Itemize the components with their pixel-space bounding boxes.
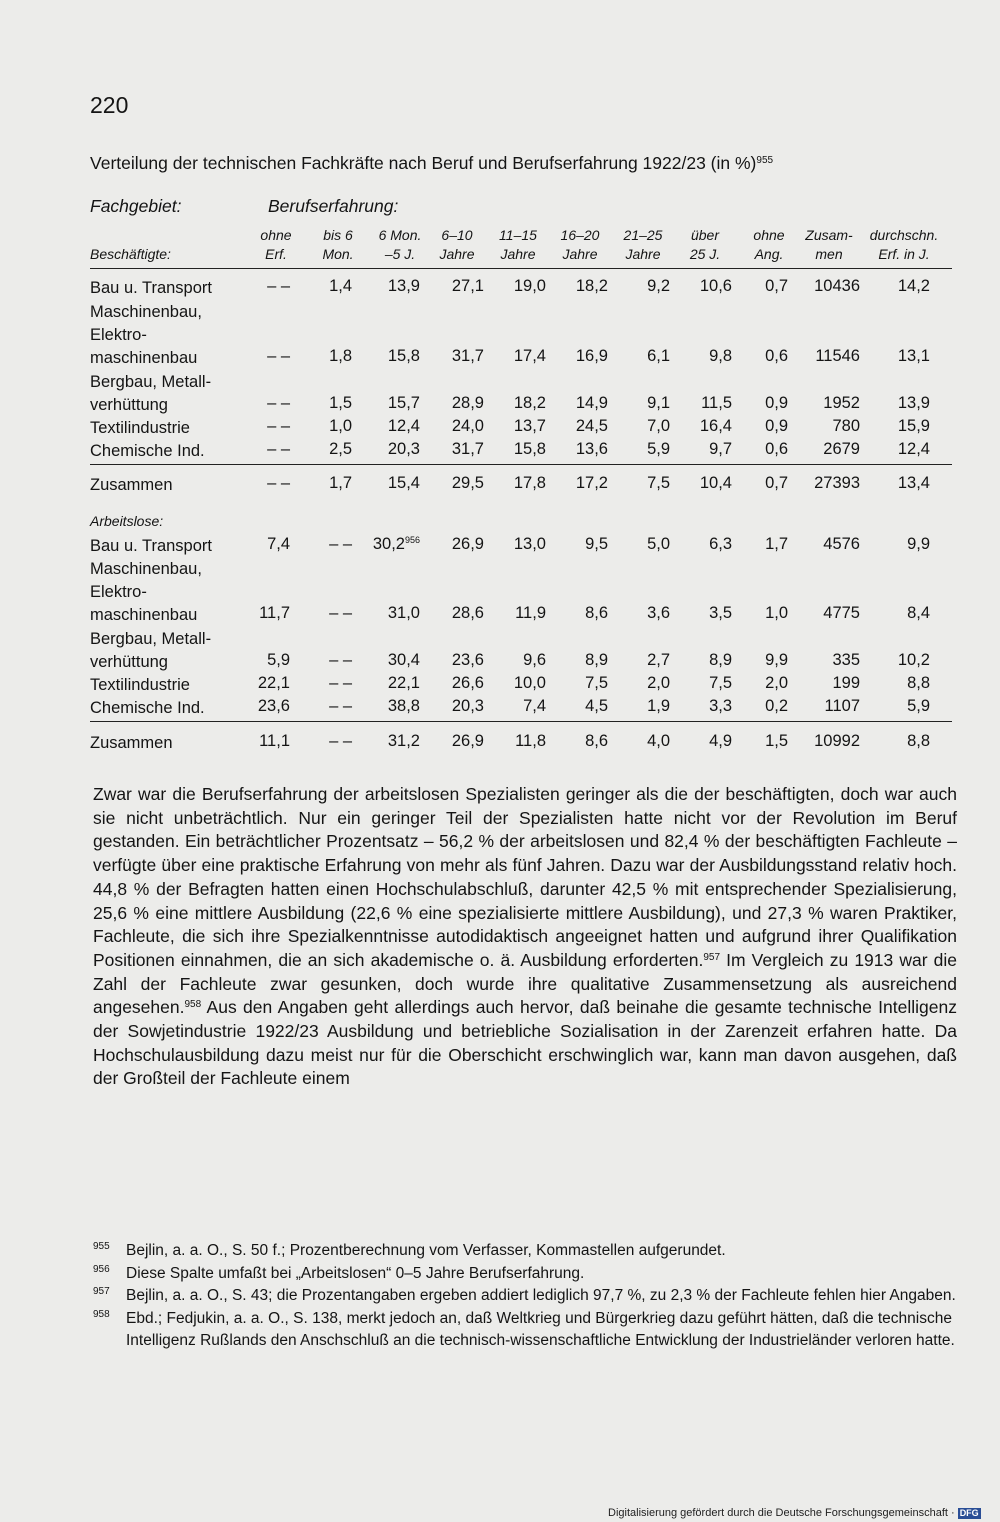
cell-11-15-jahre: 18,2 [513,394,546,412]
section-label-employed: Beschäftigte: [90,246,171,262]
cell-bis-6-mon: 1,4 [329,277,352,295]
cell-zusammen: 27393 [814,474,860,492]
cell-6mon-5j: 20,3 [387,440,420,458]
row-label: Chemische Ind. [90,442,205,460]
cell-6-10-jahre: 31,7 [451,347,484,365]
footnote-text: Bejlin, a. a. O., S. 43; die Prozentangaben ergeben addiert lediglich 97,7 %, zu 2,3 % der Fachleute fehlen hier Angaben. [126,1287,956,1304]
section-label-unemployed: Arbeitslose: [90,513,164,529]
cell-6mon-5j: 22,1 [387,674,420,692]
cell-16-20-jahre: 18,2 [575,277,608,295]
cell-6mon-5j: 30,4 [387,651,420,669]
cell-11-15-jahre: 7,4 [523,697,546,715]
cell-ohne-ang: 0,9 [765,394,788,412]
cell-zusammen: 780 [832,417,860,435]
cell-16-20-jahre: 7,5 [585,674,608,692]
cell-6-10-jahre: 26,6 [451,674,484,692]
cell-ohne-erf: 7,4 [267,535,290,553]
row-label: Textilindustrie [90,676,190,694]
footnote [93,1308,961,1353]
table-row [90,560,952,626]
row-label: Bau u. Transport [90,537,212,555]
cell-6mon-5j: 13,9 [387,277,420,295]
footnote-text: Diese Spalte umfaßt bei „Arbeitslosen“ 0–5 Jahre Berufserfahrung. [126,1264,585,1282]
cell-ohne-erf: 5,9 [267,651,290,669]
cell-durchschn-erf: 8,8 [907,732,930,750]
cell-durchschn-erf: 13,1 [897,347,930,365]
cell-durchschn-erf: 8,4 [907,604,930,622]
cell-16-20-jahre: 8,9 [585,651,608,669]
table-row [90,535,952,557]
table-title-text: Verteilung der technischen Fachkräfte nach Beruf und Berufserfahrung 1922/23 (in %) [90,153,757,173]
cell-6mon-5j: 12,4 [387,417,420,435]
cell-6mon-5j: 30,2$^{956}$ [372,535,420,553]
cell-21-25-jahre: 6,1 [647,347,670,365]
cell-ohne-erf: – – [267,347,290,365]
total-rule [90,721,952,722]
total-rule [90,464,952,465]
footnote [93,1263,961,1286]
table-row [90,440,952,462]
cell-ohne-ang: 0,6 [765,347,788,365]
cell-ueber-25j: 10,4 [699,474,732,492]
cell-11-15-jahre: 17,4 [513,347,546,365]
col-header-zusammen: men [815,246,843,262]
col-header-ueber-25j: 25 J. [689,246,721,262]
cell-16-20-jahre: 13,6 [575,440,608,458]
table-row [90,373,952,416]
cell-ohne-ang: 1,7 [765,535,788,553]
cell-bis-6-mon: – – [329,732,352,750]
table-row [90,697,952,719]
cell-16-20-jahre: 14,9 [575,394,608,412]
col-header-6-10-jahre: 6–10 [441,227,473,243]
cell-21-25-jahre: 9,2 [647,277,670,295]
cell-ueber-25j: 4,9 [709,732,732,750]
cell-bis-6-mon: – – [329,535,352,553]
cell-11-15-jahre: 15,8 [513,440,546,458]
cell-6-10-jahre: 26,9 [451,732,484,750]
cell-6-10-jahre: 28,6 [451,604,484,622]
column-header-row-bottom [90,246,952,266]
cell-21-25-jahre: 7,0 [647,417,670,435]
cell-durchschn-erf: 5,9 [907,697,930,715]
col-header-zusammen: Zusam- [805,227,853,243]
cell-ohne-ang: 0,9 [765,417,788,435]
col-header-durchschn-erf: durchschn. [869,227,939,243]
cell-ohne-ang: 0,7 [765,474,788,492]
cell-bis-6-mon: 1,7 [329,474,352,492]
cell-6-10-jahre: 28,9 [451,394,484,412]
berufserfahrung-heading: Berufserfahrung: [268,196,399,216]
cell-zusammen: 10436 [814,277,860,295]
row-label: Maschinenbau, Elektro- maschinenbau [90,560,202,624]
row-label: Zusammen [90,734,173,752]
table-row-total [90,474,952,496]
cell-11-15-jahre: 10,0 [513,674,546,692]
cell-zusammen: 2679 [823,440,860,458]
row-label: Bergbau, Metall- verhüttung [90,373,212,414]
cell-21-25-jahre: 9,1 [647,394,670,412]
cell-6mon-5j: 31,0 [387,604,420,622]
cell-ohne-ang: 2,0 [765,674,788,692]
cell-6-10-jahre: 20,3 [451,697,484,715]
col-header-ohne-ang: Ang. [754,246,784,262]
cell-durchschn-erf: 12,4 [897,440,930,458]
cell-ohne-erf: 11,7 [259,604,290,622]
body-text [93,783,957,1091]
cell-zusammen: 199 [832,674,860,692]
footnote-text: Bejlin, a. a. O., S. 50 f.; Prozentberechnung vom Verfasser, Kommastellen aufgerundet. [126,1242,726,1259]
cell-ohne-erf: – – [267,440,290,458]
cell-ohne-erf: – – [267,474,290,492]
col-header-6mon-5j: –5 J. [384,246,416,262]
cell-16-20-jahre: 16,9 [575,347,608,365]
cell-11-15-jahre: 9,6 [523,651,546,669]
table-title [90,153,773,174]
cell-21-25-jahre: 5,0 [647,535,670,553]
cell-zusammen: 1107 [824,697,860,715]
col-header-16-20-jahre: Jahre [562,246,598,262]
cell-bis-6-mon: 2,5 [329,440,352,458]
cell-ueber-25j: 11,5 [701,394,732,412]
col-header-21-25-jahre: 21–25 [623,227,663,243]
footnote-ref[interactable]: 958 [184,999,202,1011]
cell-16-20-jahre: 17,2 [575,474,608,492]
column-header-row-top [90,227,952,247]
cell-21-25-jahre: 2,0 [647,674,670,692]
cell-21-25-jahre: 2,7 [647,651,670,669]
footnote-number: 958 [93,1308,110,1320]
cell-bis-6-mon: – – [329,651,352,669]
cell-ohne-ang: 1,0 [765,604,788,622]
row-label: Bau u. Transport [90,279,212,297]
cell-durchschn-erf: 15,9 [897,417,930,435]
cell-ueber-25j: 9,8 [709,347,732,365]
cell-bis-6-mon: – – [329,674,352,692]
col-header-bis-6-mon: Mon. [322,246,354,262]
cell-durchschn-erf: 14,2 [897,277,930,295]
cell-6mon-5j: 15,4 [387,474,420,492]
cell-bis-6-mon: – – [329,697,352,715]
cell-zusammen: 4775 [823,604,860,622]
cell-ohne-erf: 22,1 [257,674,290,692]
cell-ohne-ang: 9,9 [765,651,788,669]
cell-16-20-jahre: 8,6 [585,604,608,622]
cell-21-25-jahre: 4,0 [647,732,670,750]
col-header-ohne-erf: ohne [260,227,292,243]
table-row [90,674,952,696]
footnote-number: 956 [93,1263,110,1275]
footnote [93,1285,961,1308]
footnote-number: 955 [93,1241,110,1252]
footnotes [93,1240,961,1353]
cell-zusammen: 335 [832,651,860,669]
cell-bis-6-mon: – – [329,604,352,622]
cell-ohne-ang: 1,5 [765,732,788,750]
cell-11-15-jahre: 17,8 [513,474,546,492]
fachgebiet-heading: Fachgebiet: [90,196,182,216]
cell-ohne-erf: – – [267,417,290,435]
cell-bis-6-mon: 1,8 [329,347,352,365]
cell-ueber-25j: 16,4 [699,417,732,435]
cell-6mon-5j: 15,7 [387,394,420,412]
col-header-11-15-jahre: 11–15 [499,227,537,243]
footnote-ref[interactable]: 956 [404,535,420,545]
cell-6-10-jahre: 23,6 [451,651,484,669]
cell-ueber-25j: 3,5 [709,604,732,622]
cell-6mon-5j: 31,2 [387,732,420,750]
cell-durchschn-erf: 13,9 [897,394,930,412]
digitization-footer [608,1507,981,1519]
cell-6mon-5j: 15,8 [387,347,420,365]
cell-bis-6-mon: 1,5 [329,394,352,412]
table-row-total [90,732,952,754]
cell-16-20-jahre: 4,5 [585,697,608,715]
cell-6-10-jahre: 29,5 [451,474,484,492]
dfg-logo: DFG [959,1507,979,1518]
footnote-ref[interactable]: 955 [756,155,774,166]
footnote [93,1240,961,1263]
body-text-part: Im Vergleich zu 1913 war die Zahl der Fachleute zwar gesunken, doch wurde ihre qualitative Zusammensetzung als ausreichend angesehen. [93,949,957,1018]
cell-ohne-erf: – – [267,394,290,412]
cell-21-25-jahre: 3,6 [647,604,670,622]
cell-durchschn-erf: 9,9 [907,535,930,553]
cell-11-15-jahre: 13,0 [513,535,546,553]
cell-zusammen: 11546 [815,347,860,365]
cell-ohne-erf: – – [267,277,290,295]
col-header-16-20-jahre: 16–20 [560,227,600,243]
cell-ueber-25j: 8,9 [709,651,732,669]
cell-ueber-25j: 10,6 [699,277,732,295]
cell-ueber-25j: 9,7 [709,440,732,458]
cell-ohne-ang: 0,2 [765,697,788,715]
cell-11-15-jahre: 13,7 [513,417,546,435]
cell-11-15-jahre: 11,9 [515,604,546,622]
cell-16-20-jahre: 24,5 [575,417,608,435]
col-header-6-10-jahre: Jahre [439,246,475,262]
row-label: Maschinenbau, Elektro- maschinenbau [90,303,202,367]
col-header-ohne-ang: ohne [753,227,785,243]
cell-ueber-25j: 3,3 [709,697,732,715]
cell-6-10-jahre: 31,7 [451,440,484,458]
row-label: Chemische Ind. [90,699,205,717]
cell-21-25-jahre: 7,5 [647,474,670,492]
cell-ohne-ang: 0,7 [765,277,788,295]
cell-zusammen: 1952 [823,394,860,412]
footer-text: Digitalisierung gefördert durch die Deutsche Forschungsgemeinschaft · [608,1507,955,1519]
cell-6-10-jahre: 27,1 [451,277,484,295]
col-header-ohne-erf: Erf. [265,246,287,262]
cell-durchschn-erf: 10,2 [897,651,930,669]
cell-16-20-jahre: 8,6 [585,732,608,750]
table-row [90,277,952,299]
body-text-part: Aus den Angaben geht allerdings auch hervor, daß beinahe die gesamte technische Intelligenz der Sowjetindustrie 1922/23 Ausbildung und betriebliche Sozialisation in der Zarenzeit erfahren hatte. Da Hochschulausbildung dazu meist nur für die Oberschicht erschwinglich war, kann man davon ausgehen, daß der Großteil der Fachleute einem [93,997,957,1089]
col-header-durchschn-erf: Erf. in J. [878,246,930,262]
col-header-bis-6-mon: bis 6 [323,227,353,243]
header-rule [90,268,952,269]
cell-11-15-jahre: 11,8 [515,732,546,750]
cell-ohne-erf: 11,1 [259,732,290,750]
col-header-11-15-jahre: Jahre [500,246,536,262]
body-text-part: Zwar war die Berufserfahrung der arbeitslosen Spezialisten geringer als die der beschäftigten, doch war auch sie nicht unbeträchtlich. Nur ein geringer Teil der Spezialisten hatte nicht vor der Revolution im Beruf gestanden. Ein beträchtlicher Prozentsatz – 56,2 % der arbeitslosen und 82,4 % der beschäftigten Fachleute – verfügte über eine praktische Erfahrung von mehr als fünf Jahren. Dazu war der Ausbildungsstand relativ hoch. 44,8 % der Befragten hatten einen Hochschulabschluß, darunter 42,5 % mit entsprechender Spezialisierung, 25,6 % eine mittlere Ausbildung (22,6 % eine spezialisierte mittlere Ausbildung), und 27,3 % waren Praktiker, Fachleute, die sich ihre Spezialkenntnisse autodidaktisch angeeignet hatten und aufgrund ihrer Qualifikation Positionen einnahmen, die an sich akademische o. ä. Ausbildung erforderten. [93,784,957,970]
cell-6-10-jahre: 26,9 [451,535,484,553]
table-row [90,417,952,439]
cell-21-25-jahre: 5,9 [647,440,670,458]
cell-ohne-erf: 23,6 [257,697,290,715]
cell-durchschn-erf: 8,8 [907,674,930,692]
cell-16-20-jahre: 9,5 [585,535,608,553]
col-header-21-25-jahre: Jahre [625,246,661,262]
row-label: Textilindustrie [90,419,190,437]
cell-11-15-jahre: 19,0 [513,277,546,295]
table-row [90,303,952,369]
col-header-6mon-5j: 6 Mon. [378,227,422,243]
cell-zusammen: 4576 [823,535,860,553]
cell-zusammen: 10992 [814,732,860,750]
cell-ohne-ang: 0,6 [765,440,788,458]
cell-ueber-25j: 6,3 [709,535,732,553]
cell-durchschn-erf: 13,4 [897,474,930,492]
cell-ueber-25j: 7,5 [709,674,732,692]
cell-6mon-5j: 38,8 [387,697,420,715]
col-header-ueber-25j: über [690,227,720,243]
row-label: Bergbau, Metall- verhüttung [90,630,212,671]
footnote-ref[interactable]: 957 [703,951,721,963]
table-row [90,630,952,673]
page-number: 220 [90,92,129,118]
cell-21-25-jahre: 1,9 [647,697,670,715]
row-label: Zusammen [90,476,173,494]
cell-bis-6-mon: 1,0 [329,417,352,435]
cell-6-10-jahre: 24,0 [451,417,484,435]
footnote-text: Ebd.; Fedjukin, a. a. O., S. 138, merkt jedoch an, daß Weltkrieg und Bürgerkrieg dazu geführt hätten, daß die technische Intelligenz Rußlands den Anschschluß an die technisch-wissenschaftliche Entwicklung der Industrieländer verloren hatte. [126,1309,955,1349]
footnote-number: 957 [93,1286,110,1297]
